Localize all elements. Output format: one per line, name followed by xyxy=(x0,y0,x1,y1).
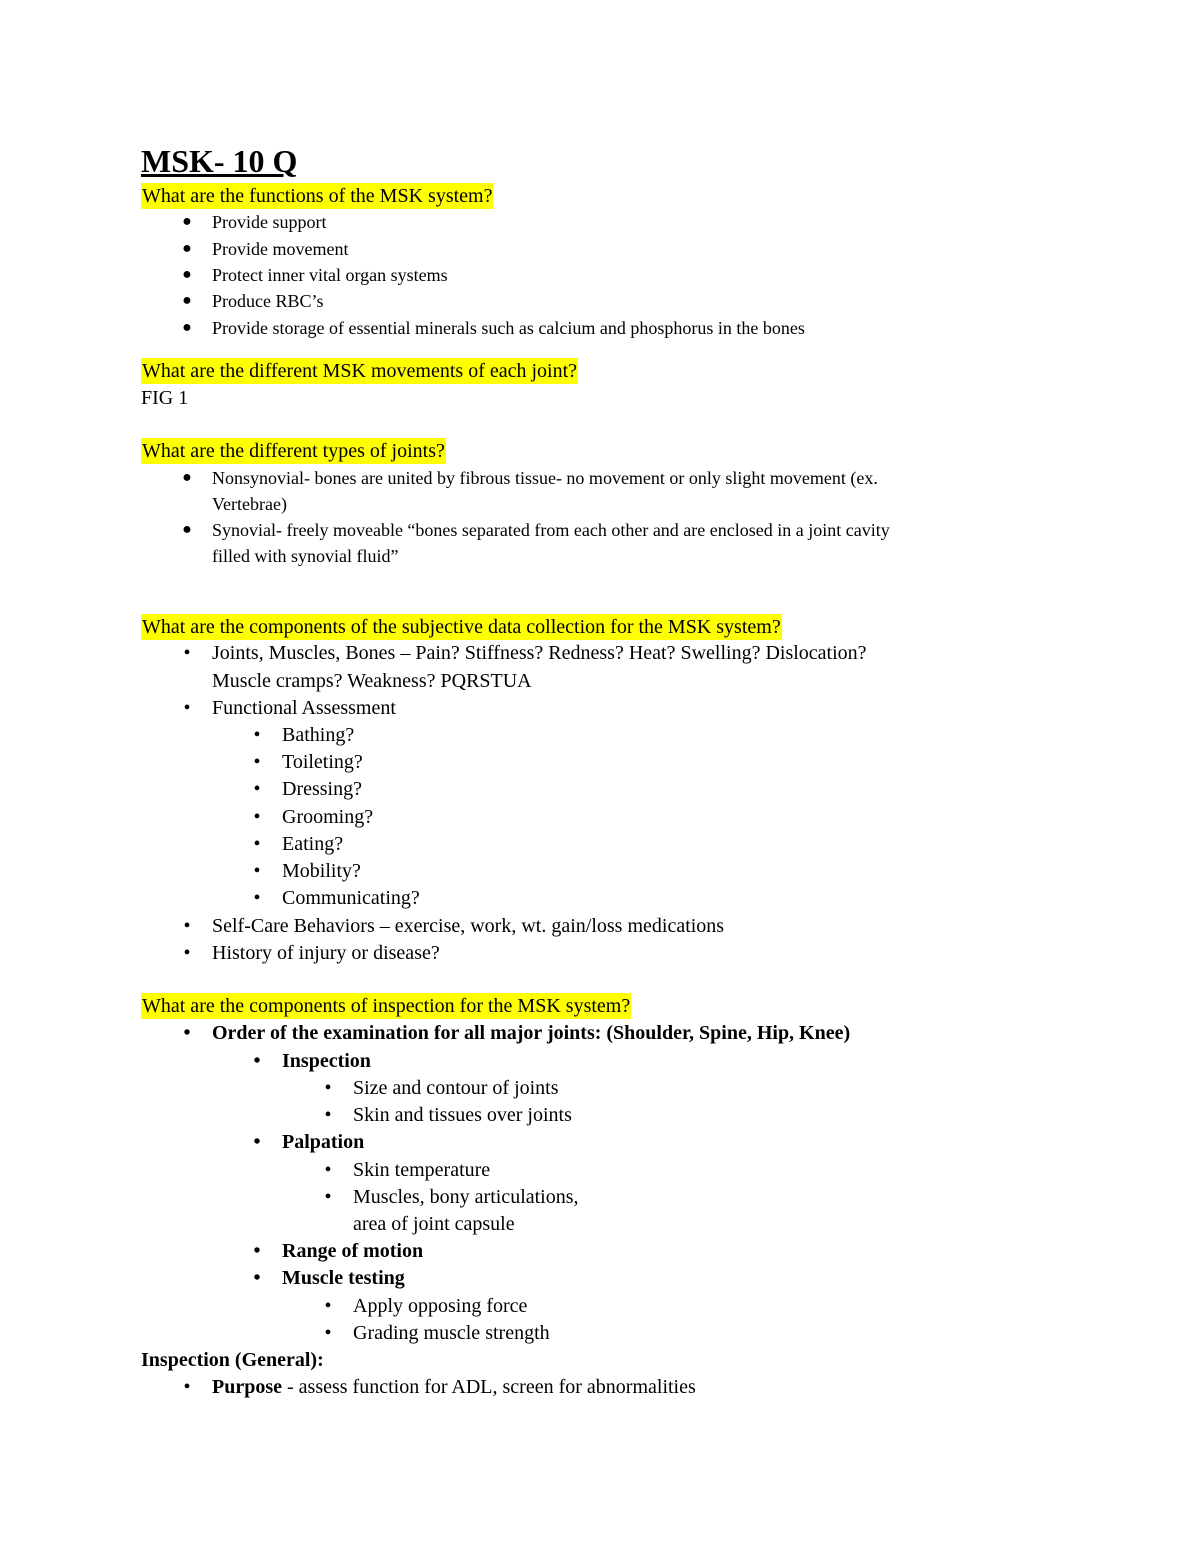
bullet-icon: • xyxy=(324,1186,332,1208)
bullet-icon: • xyxy=(253,860,261,882)
bullet-icon: • xyxy=(183,642,191,664)
sub-sub-list-item: • Skin temperature xyxy=(353,1157,490,1184)
bullet-icon: • xyxy=(183,697,191,719)
sub-list-item: • Grooming? xyxy=(282,804,373,831)
list-item-continuation: Vertebrae) xyxy=(212,494,287,514)
bullet-icon: • xyxy=(253,806,261,828)
section-heading: Inspection (General): xyxy=(141,1349,324,1371)
sub-list-item: • Muscle testing xyxy=(282,1265,405,1292)
question-joint-types: What are the different types of joints? xyxy=(142,440,445,462)
sub-sub-list-item: • Muscles, bony articulations, xyxy=(353,1184,579,1211)
bullet-icon: • xyxy=(183,1376,191,1398)
list-item-continuation: filled with synovial fluid” xyxy=(212,546,399,566)
question-subjective-data: What are the components of the subjective data collection for the MSK system? xyxy=(142,616,781,638)
bullet-icon: • xyxy=(253,887,261,909)
sub-sub-list-item: • Size and contour of joints xyxy=(353,1075,559,1102)
bullet-icon: • xyxy=(183,942,191,964)
list-item: • Purpose - assess function for ADL, screen for abnormalities xyxy=(212,1374,696,1401)
bullet-icon: • xyxy=(253,1131,261,1153)
bullet-icon: ● xyxy=(182,240,192,257)
sub-sub-list-item-continuation: area of joint capsule xyxy=(353,1213,515,1235)
question-msk-movements: What are the different MSK movements of each joint? xyxy=(142,360,578,382)
bullet-icon: • xyxy=(253,1240,261,1262)
sub-list-item: • Dressing? xyxy=(282,776,362,803)
sub-sub-list-item: • Apply opposing force xyxy=(353,1293,527,1320)
bullet-icon: • xyxy=(324,1322,332,1344)
bullet-icon: ● xyxy=(182,292,192,309)
list-item-continuation: Muscle cramps? Weakness? PQRSTUA xyxy=(212,670,532,692)
sub-list-item: • Bathing? xyxy=(282,722,354,749)
bullet-icon: • xyxy=(253,1050,261,1072)
list-item: • Joints, Muscles, Bones – Pain? Stiffness? Redness? Heat? Swelling? Dislocation? xyxy=(212,640,867,667)
bullet-icon: • xyxy=(253,833,261,855)
list-item: ● Nonsynovial- bones are united by fibrous tissue- no movement or only slight movement (ex. xyxy=(212,465,878,491)
sub-list-item: • Inspection xyxy=(282,1048,371,1075)
list-item: ● Protect inner vital organ systems xyxy=(212,262,448,288)
list-item: ● Synovial- freely moveable “bones separated from each other and are enclosed in a joint cavity xyxy=(212,517,890,543)
bullet-icon: ● xyxy=(182,213,192,230)
bullet-icon: ● xyxy=(182,319,192,336)
bullet-icon: ● xyxy=(182,521,192,538)
figure-reference: FIG 1 xyxy=(141,387,189,409)
sub-list-item: • Toileting? xyxy=(282,749,363,776)
bullet-icon: • xyxy=(324,1295,332,1317)
list-item: • Self-Care Behaviors – exercise, work, wt. gain/loss medications xyxy=(212,913,724,940)
bullet-icon: • xyxy=(183,1022,191,1044)
list-item: • History of injury or disease? xyxy=(212,940,440,967)
sub-list-item: • Range of motion xyxy=(282,1238,423,1265)
sub-sub-list-item: • Skin and tissues over joints xyxy=(353,1102,572,1129)
question-msk-functions: What are the functions of the MSK system? xyxy=(142,185,493,207)
question-inspection-components: What are the components of inspection for the MSK system? xyxy=(142,995,631,1017)
sub-list-item: • Mobility? xyxy=(282,858,361,885)
list-item: ● Provide storage of essential minerals such as calcium and phosphorus in the bones xyxy=(212,315,805,341)
bullet-icon: • xyxy=(253,751,261,773)
sub-list-item: • Palpation xyxy=(282,1129,364,1156)
list-item: • Functional Assessment xyxy=(212,695,396,722)
sub-sub-list-item: • Grading muscle strength xyxy=(353,1320,550,1347)
bullet-icon: ● xyxy=(182,469,192,486)
bullet-icon: • xyxy=(324,1159,332,1181)
page-title: MSK- 10 Q xyxy=(141,143,298,179)
sub-list-item: • Eating? xyxy=(282,831,343,858)
bullet-icon: • xyxy=(253,778,261,800)
sub-list-item: • Communicating? xyxy=(282,885,420,912)
list-item: • Order of the examination for all major joints: (Shoulder, Spine, Hip, Knee) xyxy=(212,1020,850,1047)
bullet-icon: • xyxy=(253,1267,261,1289)
bullet-icon: ● xyxy=(182,266,192,283)
list-item: ● Provide movement xyxy=(212,236,348,262)
list-item: ● Produce RBC’s xyxy=(212,288,324,314)
bullet-icon: • xyxy=(183,915,191,937)
list-item: ● Provide support xyxy=(212,209,327,235)
bullet-icon: • xyxy=(324,1077,332,1099)
bullet-icon: • xyxy=(253,724,261,746)
bullet-icon: • xyxy=(324,1104,332,1126)
